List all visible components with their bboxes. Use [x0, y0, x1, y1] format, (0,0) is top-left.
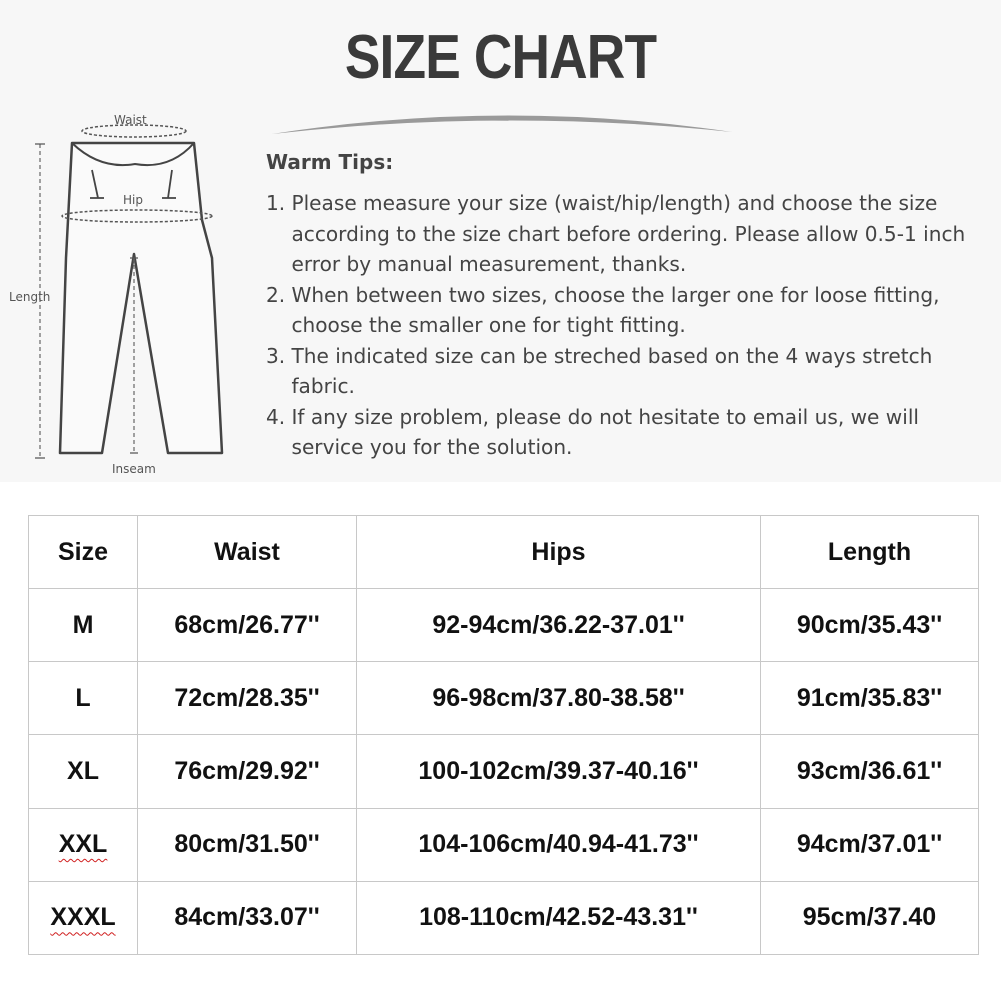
cell-size: L	[29, 662, 138, 735]
cell-hips: 104-106cm/40.94-41.73''	[357, 808, 761, 881]
warm-tips-section	[266, 150, 986, 463]
size-table	[28, 515, 979, 955]
cell-waist: 80cm/31.50''	[138, 808, 357, 881]
cell-size	[29, 808, 138, 881]
tip-item: 3. The indicated size can be streched based on the 4 ways stretch fabric.	[266, 343, 933, 398]
header-waist: Waist	[138, 516, 357, 589]
warm-tips-heading: Warm Tips:	[266, 150, 394, 174]
cell-hips: 108-110cm/42.52-43.31''	[357, 881, 761, 954]
pants-measurement-diagram	[0, 108, 240, 483]
cell-size	[29, 881, 138, 954]
tip-item: 2. When between two sizes, choose the larger one for loose fitting, choose the smaller one for tight fitting.	[266, 282, 940, 337]
size-label: XXL	[58, 830, 108, 859]
cell-length: 94cm/37.01''	[761, 808, 979, 881]
tip-item: 1. Please measure your size (waist/hip/length) and choose the size according to the size chart before ordering. Please allow 0.5-1 inch error by manual measurement, thanks.	[266, 191, 966, 276]
table-row	[29, 662, 979, 735]
cell-waist: 72cm/28.35''	[138, 662, 357, 735]
tip-item: 4. If any size problem, please do not hesitate to email us, we will service you for the solution.	[266, 404, 919, 459]
title-swoosh-decoration	[272, 112, 732, 136]
cell-hips: 96-98cm/37.80-38.58''	[357, 662, 761, 735]
warm-tips-list	[266, 188, 986, 463]
cell-waist: 84cm/33.07''	[138, 881, 357, 954]
cell-hips: 100-102cm/39.37-40.16''	[357, 735, 761, 808]
cell-length: 90cm/35.43''	[761, 589, 979, 662]
hip-label: Hip	[123, 193, 143, 207]
cell-waist: 76cm/29.92''	[138, 735, 357, 808]
cell-size: XL	[29, 735, 138, 808]
cell-length: 95cm/37.40	[761, 881, 979, 954]
cell-length: 93cm/36.61''	[761, 735, 979, 808]
cell-waist: 68cm/26.77''	[138, 589, 357, 662]
waist-label: Waist	[114, 113, 147, 127]
header-hips: Hips	[357, 516, 761, 589]
length-label: Length	[9, 290, 51, 304]
header-size: Size	[29, 516, 138, 589]
size-label: XXXL	[50, 903, 116, 932]
table-row	[29, 808, 979, 881]
table-row	[29, 881, 979, 954]
cell-length: 91cm/35.83''	[761, 662, 979, 735]
table-row	[29, 735, 979, 808]
header-length: Length	[761, 516, 979, 589]
page-title: SIZE CHART	[344, 23, 657, 92]
table-row	[29, 589, 979, 662]
cell-hips: 92-94cm/36.22-37.01''	[357, 589, 761, 662]
inseam-label: Inseam	[112, 462, 156, 476]
pants-outline	[60, 143, 222, 453]
table-header-row	[29, 516, 979, 589]
cell-size: M	[29, 589, 138, 662]
size-table-panel	[0, 482, 1001, 1001]
